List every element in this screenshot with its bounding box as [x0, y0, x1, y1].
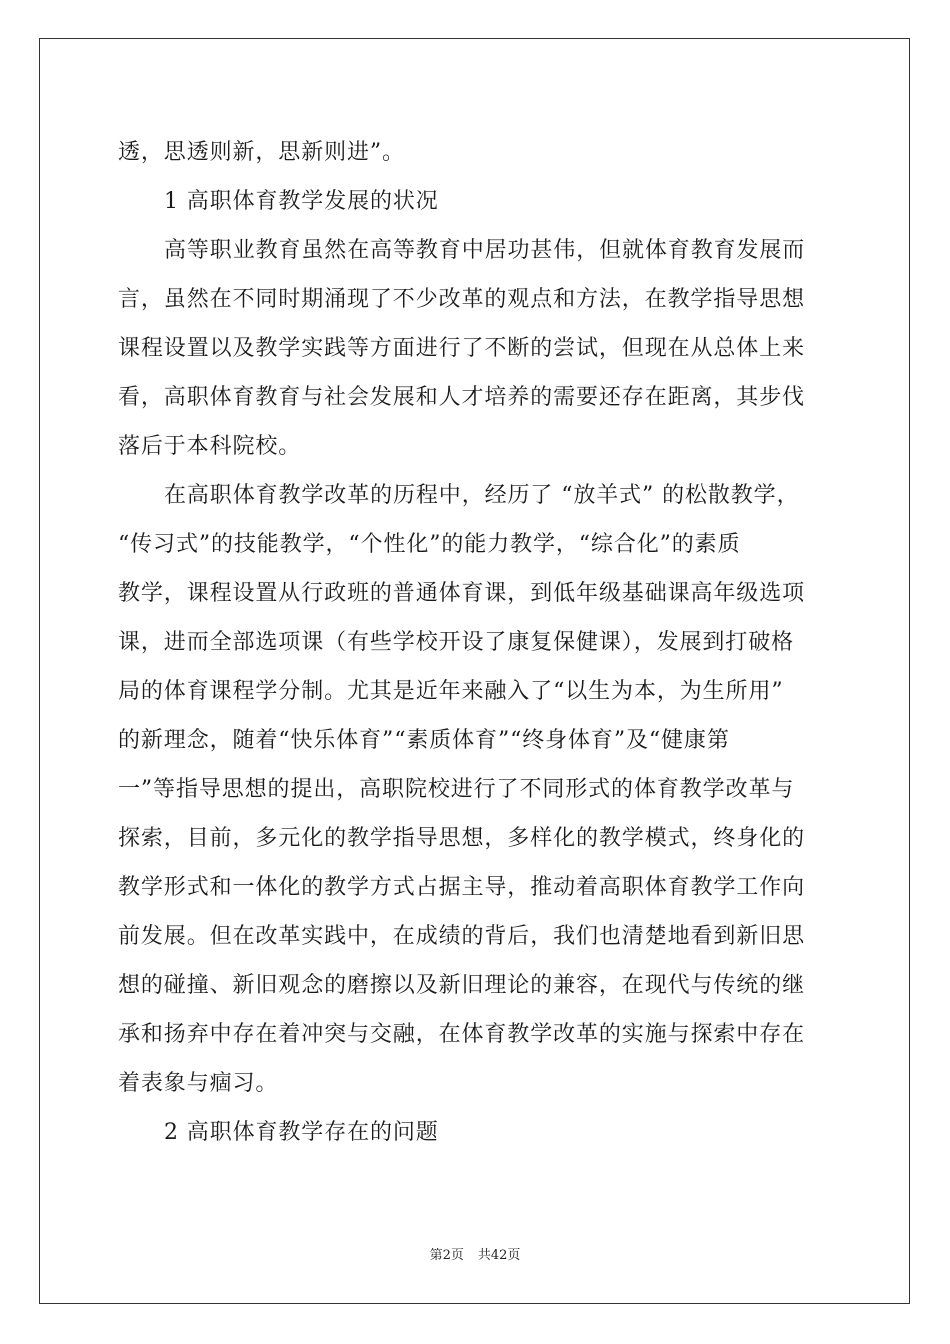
paragraph-1-line: 看，高职体育教育与社会发展和人才培养的需要还存在距离，其步伐 [118, 385, 806, 410]
page-footer [0, 1247, 950, 1265]
paragraph-2-line: 教学形式和一体化的教学方式占据主导，推动着高职体育教学工作向 [118, 875, 806, 900]
paragraph-2-line: 着表象与痼习。 [118, 1071, 279, 1096]
paragraph-2-line: 局的体育课程学分制。尤其是近年来融入了“以生为本，为生所用” [118, 679, 784, 704]
page-total: 共42页 [477, 1248, 521, 1263]
document-body [118, 128, 838, 1157]
page-number: 第2页 [429, 1248, 464, 1263]
paragraph-2-line: 前发展。但在改革实践中，在成绩的背后，我们也清楚地看到新旧思 [118, 924, 806, 949]
paragraph-2-line: 承和扬弃中存在着冲突与交融，在体育教学改革的实施与探索中存在 [118, 1022, 806, 1047]
paragraph-1-line: 落后于本科院校。 [118, 434, 302, 459]
paragraph-1-line: 课程设置以及教学实践等方面进行了不断的尝试，但现在从总体上来 [118, 336, 806, 361]
paragraph-2-line: 探索，目前，多元化的教学指导思想，多样化的教学模式，终身化的 [118, 826, 806, 851]
paragraph-2-line: 教学，课程设置从行政班的普通体育课，到低年级基础课高年级选项 [118, 581, 806, 606]
paragraph-2-line: 课，进而全部选项课（有些学校开设了康复保健课），发展到打破格 [118, 630, 795, 655]
paragraph-continuation-line: 透，思透则新，思新则进”。 [118, 140, 405, 165]
section-heading-2: 2 高职体育教学存在的问题 [164, 1120, 439, 1145]
paragraph-1-line: 高等职业教育虽然在高等教育中居功甚伟，但就体育教育发展而 [164, 238, 806, 263]
paragraph-2-line: 在高职体育教学改革的历程中，经历了 “放羊式” 的松散教学， [164, 483, 800, 508]
paragraph-2-line: 的新理念，随着“快乐体育”“素质体育”“终身体育”及“健康第 [118, 728, 730, 753]
section-heading-1: 1 高职体育教学发展的状况 [164, 189, 439, 214]
paragraph-2-line: 想的碰撞、新旧观念的磨擦以及新旧理论的兼容，在现代与传统的继 [118, 973, 806, 998]
paragraph-2-line: 一”等指导思想的提出，高职院校进行了不同形式的体育教学改革与 [118, 777, 795, 802]
paragraph-1-line: 言，虽然在不同时期涌现了不少改革的观点和方法，在教学指导思想 [118, 287, 806, 312]
paragraph-2-line: “传习式”的技能教学，“个性化”的能力教学，“综合化”的素质 [118, 532, 741, 557]
